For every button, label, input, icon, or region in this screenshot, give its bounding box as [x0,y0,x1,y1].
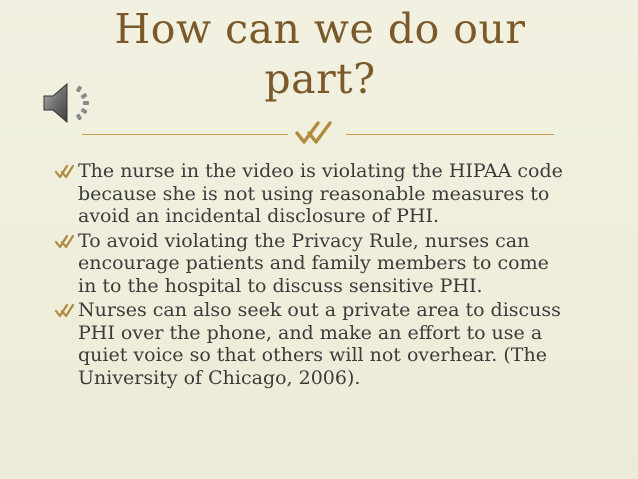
bullet-item [54,299,564,389]
slide-title [100,4,540,104]
bullet-text: Nurses can also seek out a private area to discuss PHI over the phone, and make an effort to use a quiet voice so that others will not overhear. (The University of Chicago, 2006). [78,299,561,389]
bullet-text: The nurse in the video is violating the HIPAA code because she is not using reasonable measures to avoid an incidental disclosure of PHI. [78,160,563,227]
bullet-item [54,230,564,298]
bullet-text: To avoid violating the Privacy Rule, nurses can encourage patients and family members to come in to the hospital to discuss sensitive PHI. [78,229,549,297]
bullet-list [54,160,564,391]
slide-title-line-2: part? [264,55,376,103]
bullet-item [54,160,564,228]
speaker-icon[interactable] [40,80,98,126]
title-divider-left [82,134,288,135]
title-divider-right [346,134,554,135]
double-check-bullet-icon [54,164,76,180]
slide-title-line-1: How can we do our [114,5,526,53]
double-check-bullet-icon [54,234,76,250]
double-check-bullet-icon [54,303,76,319]
double-check-ornament-icon [292,121,342,145]
